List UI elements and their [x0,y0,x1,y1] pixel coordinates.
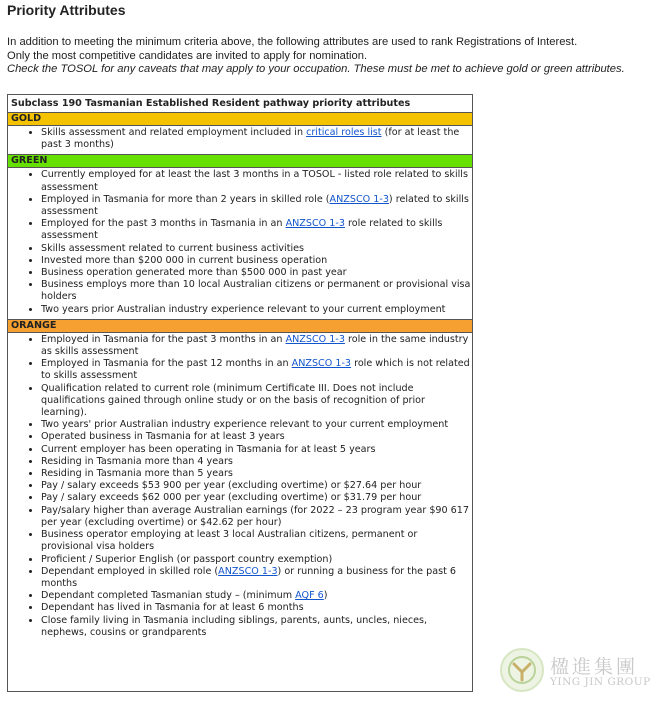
attribute-item [41,554,472,566]
attribute-item [41,218,472,242]
attribute-text-tail: role in the same industry as skills assessment [41,333,469,358]
attribute-item [41,383,472,420]
reference-link[interactable]: ANZSCO 1-3 [218,565,278,577]
attribute-text: Currently employed for at least the last 3 months in a TOSOL - listed role related to skills assessment [41,169,468,193]
attribute-item [41,492,472,504]
attribute-item [41,358,472,382]
attribute-text: Skills assessment and related employment included in [41,127,307,138]
attribute-text: Employed in Tasmania for the past 12 months in an [41,358,292,370]
attribute-text: Invested more than $200 000 in current business operation [41,254,328,266]
intro-line-2: Only the most competitive candidates are invited to apply for nomination. [7,49,368,62]
reference-link[interactable]: AQF 6 [295,590,324,602]
reference-link[interactable]: critical roles list [306,127,382,138]
watermark-chinese-text: 楹進集團 [550,656,639,678]
reference-link[interactable]: ANZSCO 1-3 [285,218,345,230]
priority-attributes-table [7,94,473,692]
attribute-text: Employed in Tasmania for the past 3 months in an [41,333,286,345]
attribute-text: Dependant has lived in Tasmania for at least 6 months [41,602,304,614]
green-list [8,168,472,318]
attribute-text: Two years' prior Australian industry experience relevant to your current employment [41,419,449,431]
page-title: Priority Attributes [7,2,126,18]
attribute-text-tail: (for at least the past 3 months) [41,127,460,151]
intro-line-3: Check the TOSOL for any caveats that may apply to your occupation. These must be met to achieve gold or green attributes. [7,63,625,75]
green-band-label: GREEN [8,154,472,168]
attribute-item [41,444,472,456]
attribute-text-tail: ) or running a business for the past 6 months [41,565,456,589]
watermark-english-text: YING JIN GROUP [550,676,651,688]
attribute-text: Qualification related to current role (minimum Certificate III. Does not include qualifications gained through online study or on the basis of recognition of prior learning). [41,382,425,419]
attribute-text: Close family living in Tasmania including siblings, parents, aunts, uncles, nieces, nephews, cousins or grandparents [41,614,428,638]
attribute-item [41,529,472,553]
attribute-item [41,127,472,151]
attribute-text: Two years prior Australian industry experience relevant to your current employment [41,303,446,315]
attribute-text: Pay/salary higher than average Australian earnings (for 2022 – 23 program year $90 617 per year (excluding overtime) or $42.62 per hour) [41,504,469,528]
attribute-item [41,267,472,279]
attribute-text-tail: role related to skills assessment [41,218,443,242]
attribute-text: Skills assessment related to current business activities [41,242,305,254]
attribute-text: Operated business in Tasmania for at least 3 years [41,431,285,443]
attribute-item [41,468,472,480]
attribute-item [41,279,472,303]
attribute-item [41,615,472,639]
attribute-text: Business employs more than 10 local Australian citizens or permanent or provisional visa holders [41,279,471,303]
attribute-text-tail: ) related to skills assessment [41,193,469,218]
attribute-item [41,456,472,468]
attribute-item [41,590,472,602]
gold-band-label: GOLD [8,113,472,126]
orange-band-label: ORANGE [8,319,472,333]
attribute-item [41,602,472,614]
attribute-item [41,505,472,529]
attribute-item [41,255,472,267]
attribute-item [41,243,472,255]
orange-list [8,333,472,642]
watermark-logo [500,648,660,696]
intro-line-1: In addition to meeting the minimum criteria above, the following attributes are used to rank Registrations of Interest. [7,36,578,48]
attribute-text: Dependant employed in skilled role ( [41,565,219,577]
attribute-text: Business operator employing at least 3 local Australian citizens, permanent or provisional visa holders [41,529,418,553]
gold-list [8,126,472,154]
attribute-text-tail: ) [323,590,328,602]
attribute-text: Residing in Tasmania more than 4 years [41,455,233,467]
attribute-item [41,431,472,443]
attribute-item [41,419,472,431]
attribute-text: Proficient / Superior English (or passport country exemption) [41,553,333,565]
table-title: Subclass 190 Tasmanian Established Resident pathway priority attributes [8,95,472,113]
attribute-text: Employed for the past 3 months in Tasmania in an [41,218,286,230]
attribute-text-tail: role which is not related to skills assessment [41,358,470,382]
attribute-text: Pay / salary exceeds $53 900 per year (excluding overtime) or $27.64 per hour [41,480,422,492]
attribute-item [41,334,472,358]
attribute-text: Employed in Tasmania for more than 2 years in skilled role ( [41,193,330,205]
attribute-item [41,304,472,316]
attribute-item [41,480,472,492]
attribute-item [41,566,472,590]
intro-text [7,36,662,77]
attribute-item [41,194,472,218]
attribute-text: Business operation generated more than $500 000 in past year [41,267,347,279]
attribute-text: Dependant completed Tasmanian study – (minimum [41,590,296,602]
attribute-text: Current employer has been operating in Tasmania for at least 5 years [41,443,376,455]
attribute-text: Residing in Tasmania more than 5 years [41,468,233,480]
reference-link[interactable]: ANZSCO 1-3 [285,333,345,345]
attribute-text: Pay / salary exceeds $62 000 per year (excluding overtime) or $31.79 per hour [41,492,422,504]
attribute-item [41,169,472,193]
reference-link[interactable]: ANZSCO 1-3 [291,358,352,370]
reference-link[interactable]: ANZSCO 1-3 [329,193,389,205]
ying-jin-logo-icon [500,648,544,692]
